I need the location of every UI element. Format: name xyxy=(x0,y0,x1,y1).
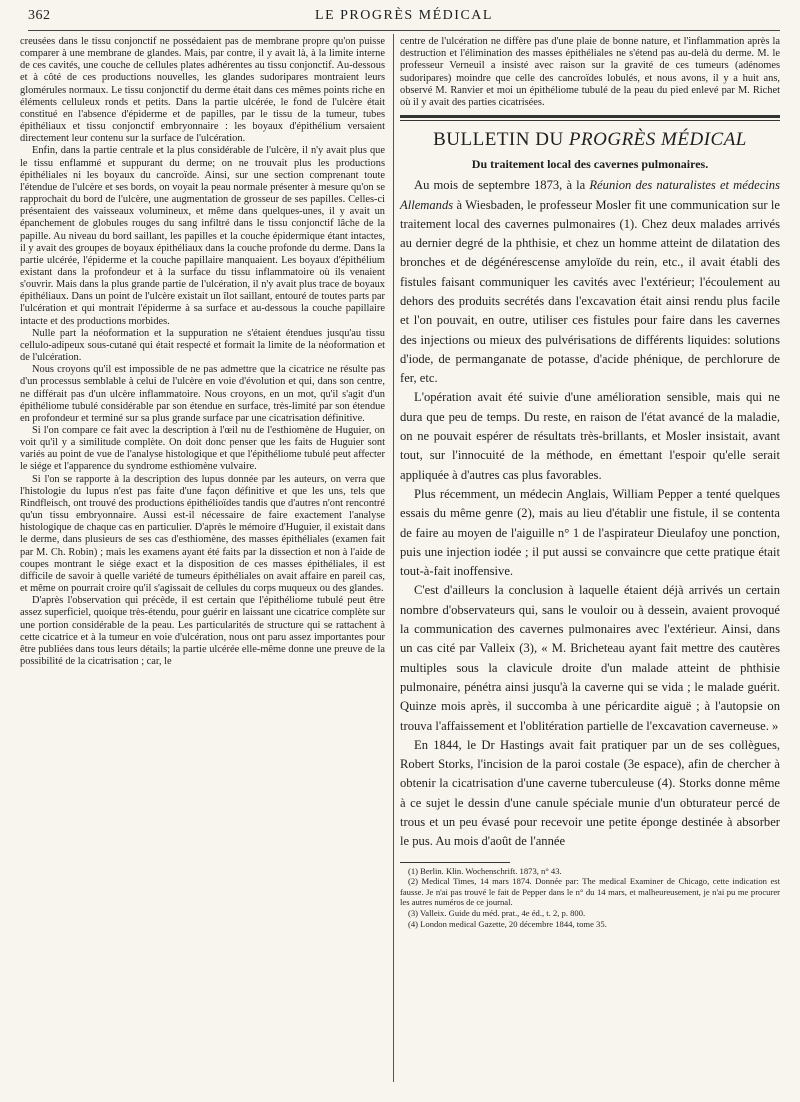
body-paragraph: centre de l'ulcération ne diffère pas d'une plaie de bonne nature, et l'inflammation après la destruction et l'élimination des masses épithéliales ne s'étend pas au-delà du derme. M. le professeur Verneuil a insisté avec raison sur la gravité de ces tumeurs (adénomes sudoripares) moindre que celle des cancroïdes lobulés, et nous avons, il y a huit ans, observé M. Ranvier et moi un épithéliome tubulé de la peau du pied enlevé par M. Richet où il y avait des parties cicatrisées. xyxy=(400,36,780,109)
body-paragraph: Nulle part la néoformation et la suppuration ne s'étaient étendues jusqu'au tissu cellulo-adipeux sous-cutané qui était respecté et formait la limite de la néoformation et de l'ulcération. xyxy=(20,327,385,364)
body-paragraph: Si l'on se rapporte à la description des lupus donnée par les auteurs, on verra que l'histologie du lupus n'est pas faite d'une façon définitive et que les uns, tels que Rindfleisch, ont trouvé des productions épithélioïdes tandis que d'autres n'ont rencontré qu'un tissu embryonnaire. Aussi est-il nécessaire de faire exactement l'analyse histologique de chaque cas en particulier. D'après le mémoire d'Huguier, il existait dans le derme, dans plusieurs de ses cas d'esthiomène, des masses épithéliales (examen fait par M. Ch. Robin) ; mais les examens ayant été faits par la dissection et non à l'aide de coupes montrant le siége exact et la disposition de ces masses épithéliales, il est difficile de savoir à quelle variété de tumeurs épithéliales on avait affaire en pareil cas, et même on pourrait croire qu'il s'agissait de cellules du corps muqueux ou des glandes. xyxy=(20,473,385,595)
page-number: 362 xyxy=(28,8,51,23)
page-header xyxy=(28,6,780,28)
body-paragraph: Si l'on compare ce fait avec la description à l'œil nu de l'esthiomène de Huguier, on voit qu'il y a similitude complète. On doit donc penser que les faits de Huguier sont variés au point de vue de l'analyse histologique et que l'épithéliome tubulé peut affecter le siége et l'apparence du syndrome esthiomène vulvaire. xyxy=(20,425,385,473)
journal-title: LE PROGRÈS MÉDICAL xyxy=(315,8,493,23)
footnote-rule xyxy=(400,862,510,863)
article-body xyxy=(400,176,780,851)
body-paragraph: Enfin, dans la partie centrale et la plus considérable de l'ulcère, il n'y avait plus que le tissu enflammé et suppurant du derme; on ne trouvait plus les productions épithéliales ni les boyaux du cancroïde. Ainsi, sur une section comprenant toute l'étendue de l'ulcère et ses bords, on voyait la peau normale présenter à mesure qu'on se rapprochait du bord de l'ulcère, une augmentation de grosseur de ses papilles. Celles-ci présentaient des vaisseaux volumineux, et même dans quelques-unes, il y avait un épanchement de globules rouges du sang infiltré dans le tissu conjonctif lâche de la papille. Au niveau du bord saillant, les papilles et la couche épidermique étant intactes, il y avait des groupes de boyaux épithéliaux dans la couche profonde du derme. Dans la partie ulcérée, l'épiderme et la couche papillaire manquaient. Les boyaux d'épithélium existant dans la profondeur et à la surface du tissu inflammatoire où ils venaient s'ouvrir. Mais dans la plus grande partie de l'ulcération, il n'y avait plus trace de boyaux épithéliaux. Dans un point de l'ulcère existait un îlot saillant, entouré de toutes parts par l'ulcération et qui montrait l'épiderme à sa surface et au-dessous la couche papillaire intacte et des productions morbides. xyxy=(20,145,385,327)
body-paragraph: Nous croyons qu'il est impossible de ne pas admettre que la cicatrice ne résulte pas d'un processus semblable à celui de l'ulcère en voie d'évolution et qui, dans son centre, ne différait pas d'un ulcère inflammatoire. Nous croyons, en un mot, qu'il s'agit d'un épithéliome tubulé considérable par son étendue en surface, très-limité par son étendue en profondeur et terminé sur sa plus grande surface par une cicatrisation définitive. xyxy=(20,364,385,424)
body-paragraph xyxy=(400,176,780,388)
body-paragraph: L'opération avait été suivie d'une amélioration sensible, mais qui ne dura que peu de temps. Du reste, en raison de l'état avancé de la maladie, on ne pouvait espérer de résultats très-brillants, et Mosler insistait, avant tout, sur l'innocuité de la méthode, en émettant l'espoir qu'elle serait appliquée à d'autres cas plus favorables. xyxy=(400,390,780,482)
bulletin-title xyxy=(400,129,780,151)
footnote: (4) London medical Gazette, 20 décembre 1844, tome 35. xyxy=(408,918,607,929)
text-run: Au mois de septembre 1873, à la xyxy=(414,178,590,193)
footnote: (3) Valleix. Guide du méd. prat., 4e éd., t. 2, p. 800. xyxy=(408,907,586,918)
body-paragraph: creusées dans le tissu conjonctif ne possédaient pas de membrane propre qu'on puisse comparer à une membrane de glandes. Mais, par contre, il y avait là, à la limite interne de ces cavités, une couche de cellules plates adhérentes au tissu conjonctif. Au-dessous et à côté de ces productions nouvelles, les glandes sudoripares montraient leurs glomérules normaux. Le tissu conjonctif du derme était dans ces mêmes points riche en éléments celluleux ronds et petits. Dans la partie ulcérée, le fond de l'ulcère était constitué en l'absence d'épiderme et de papilles, par le tissu de la tumeur, tubes épithéliaux et tissu conjonctif embryonnaire : les boyaux d'épithélium versaient directement leur contenu sur la surface de l'ulcération. xyxy=(20,36,385,145)
column-divider xyxy=(393,34,394,1082)
body-paragraph: Plus récemment, un médecin Anglais, William Pepper a tenté quelques essais du même genre (2), mais au lieu d'établir une fistule, il se contenta de faire au moyen de l'aiguille n° 1 de l'aspirateur Dieulafoy une ponction, puis une injection iodée ; il put aussi se convaincre que cette pratique était tout-à-fait inoffensive. xyxy=(400,486,780,579)
section-heading: Du traitement local des cavernes pulmonaires. xyxy=(471,157,709,172)
body-paragraph: En 1844, le Dr Hastings avait fait pratiquer par un de ses collègues, Robert Storks, l'incision de la paroi costale (3e espace), afin de chercher à obtenir la cicatrisation d'une caverne tuberculeuse (4). Storks donne même à ce sujet le dessin d'une canule spéciale munie d'un obturateur percé de trous et un peu évasé pour recevoir une petite éponge destinée à absorber le pus. Au mois d'août de l'année xyxy=(400,737,780,849)
header-rule xyxy=(28,30,780,31)
text-run: à Wiesbaden, le professeur Mosler fit une communication sur le traitement local des cavernes pulmonaires (1). Chez deux malades arrivés au dernier degré de la phthisie, et chez un homme atteint de dilatation des bronches et de dégénérescense amyloïde du rein, etc., il avait établi des fistules faisant communiquer les cavités avec l'extérieur; l'écoulement au dehors des produits secrétés dans l'excavation était ainsi rendu plus facile et l'on pouvait, en outre, utiliser ces fistules pour faire dans les cavernes des injections ou mieux des pulvérisations de différents liquides: solutions d'iode, de permanganate de potasse, d'acide phénique, de perchlorure de fer, etc. xyxy=(400,197,780,386)
footnote: (2) Medical Times, 14 mars 1874. Donnée par: The medical Examiner de Chicago, cette indication est fausse. Je n'ai pas trouvé le fait de Pepper dans le n° du 14 mars, et malheureusement, je n'ai pu me procurer les autres numéros de ce journal. xyxy=(400,876,780,908)
body-paragraph: D'après l'observation qui précède, il est certain que l'épithéliome tubulé peut être assez superficiel, quoique très-étendu, pour guérir en laissant une cicatrice complète sur une portion considérable de la peau. Les particularités de structure qui se rattachent à cette cicatrice et à la tumeur en voie d'ulcération, nous ont paru assez importantes pour être publiées dans tous leurs détails; la partie ulcérée elle-même donne une preuve de la possibilité de la cicatrisation ; car, le xyxy=(20,595,385,667)
bulletin-rule xyxy=(400,120,780,121)
left-column xyxy=(20,36,385,668)
bulletin-title-plain: BULLETIN DU xyxy=(433,129,569,151)
continued-text xyxy=(400,36,780,109)
right-column xyxy=(400,36,780,929)
bulletin-title-italic: PROGRÈS MÉDICAL xyxy=(568,129,747,151)
bulletin-rule xyxy=(400,115,780,118)
body-paragraph: C'est d'ailleurs la conclusion à laquelle étaient déjà arrivés un certain nombre d'observateurs qui, sans le vouloir ou à dessein, avaient provoqué la communication des cavernes pulmonaires avec l'extérieur. Ainsi, dans un cas cité par Valleix (3), « M. Bricheteau ayant fait mettre des cautères multiples sous la clavicule droite d'un malade atteint de phthisie pulmonaire, pénétra ainsi jusqu'à la caverne qui se vida ; le malade guérit. Quinze mois après, il succomba à une péricardite aiguë ; à l'autopsie on trouva l'affaissement et l'oblitération partielle de l'excavation caverneuse. » xyxy=(400,583,780,733)
footnote: (1) Berlin. Klin. Wochenschrift. 1873, n° 43. xyxy=(408,865,562,876)
footnotes xyxy=(400,866,780,930)
italic-run: Réunion des naturalistes et médecins Allemands xyxy=(400,178,781,212)
